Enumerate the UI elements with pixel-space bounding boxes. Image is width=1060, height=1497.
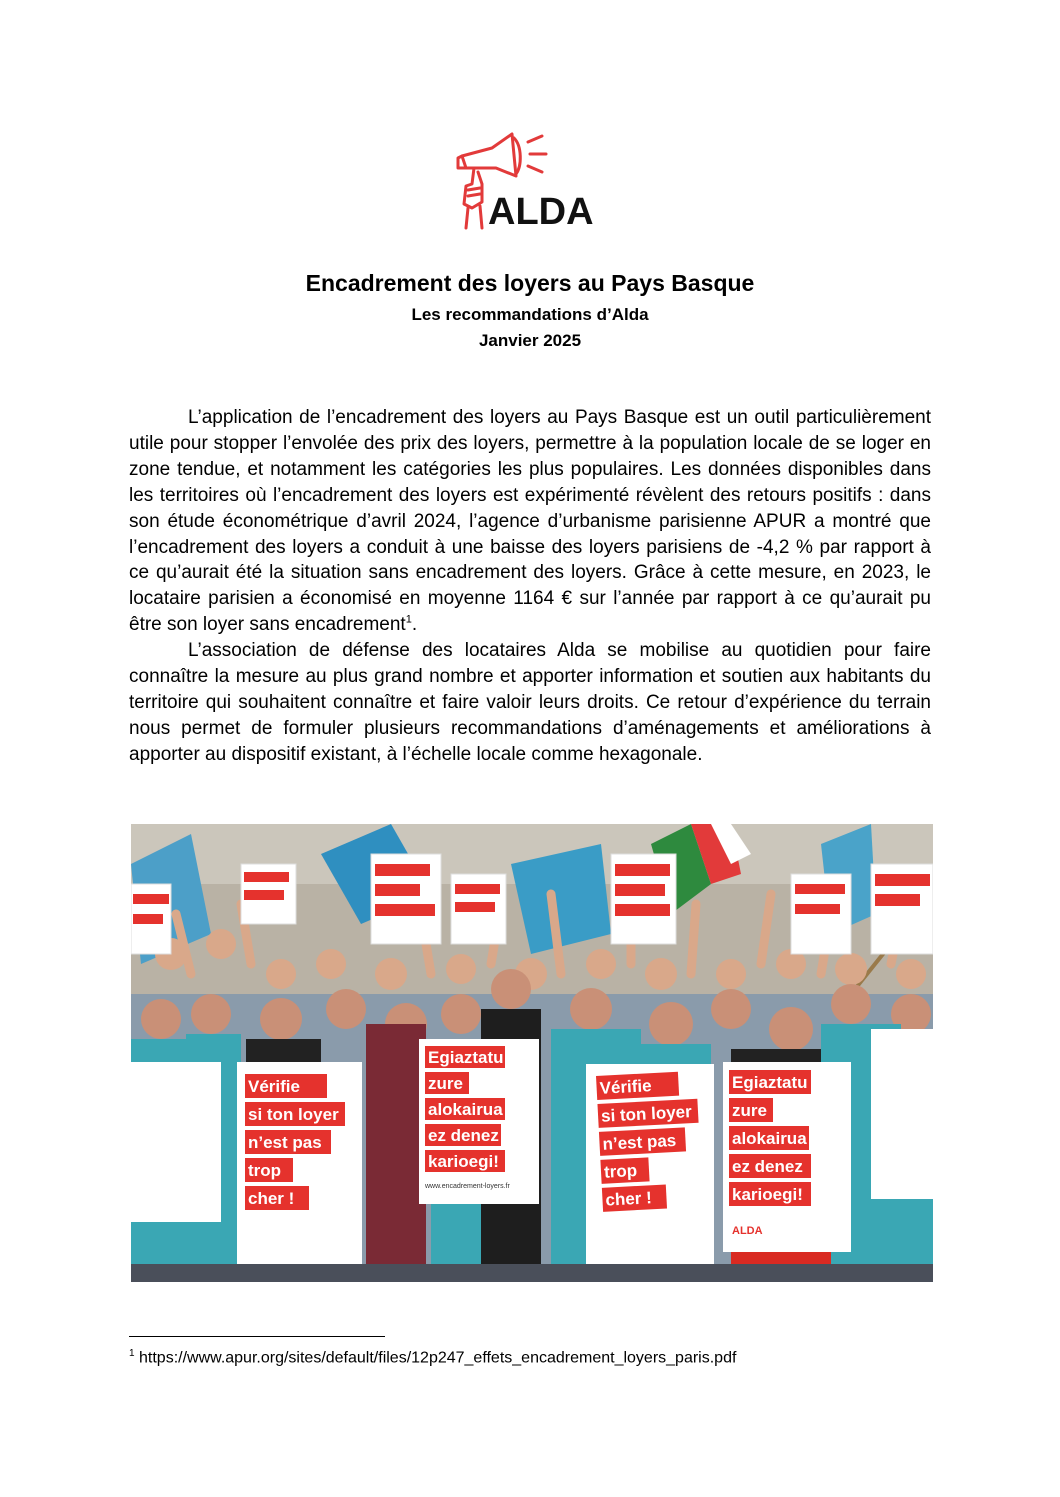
paragraph-2: L’association de défense des locataires Alda se mobilise au quotidien pour faire connaître la mesure au plus grand nombre et apporter information et soutien aux habitants du territoire qui souhaitent connaître et faire valoir leurs droits. Ce retour d’expérience du terrain nous permet de formuler plusieurs recommandations d’aménagements et améliorations à apporter au dispositif existant, à l’échelle locale comme hexagonale. [129,640,931,765]
sign-fr-line-2: si ton loyer [248,1105,339,1124]
logo-text: ALDA [488,191,594,232]
footnote [129,1348,736,1367]
sign-2-logo: ALDA [732,1225,763,1237]
protest-photo [131,824,933,1282]
sign-eu-2-line-4: ez denez [732,1157,803,1176]
sign-fr-2-line-5: cher ! [605,1188,653,1210]
footnote-ref[interactable]: 1 [405,613,412,626]
alda-logo [452,128,597,232]
footnote-separator [129,1336,385,1337]
sign-fr-line-5: cher ! [248,1189,295,1208]
sign-eu-line-5: karioegi! [428,1152,499,1171]
sign-eu-line-3: alokairua [428,1100,503,1119]
document-date: Janvier 2025 [478,331,582,350]
sign-eu-line-4: ez denez [428,1126,499,1145]
paragraph-1-text: L’application de l’encadrement des loyers au Pays Basque est un outil particulièrement utile pour stopper l’envolée des prix des loyers, permettre à la population locale de se loger en zone tendue, et notamment les catégories les plus populaires. Les données disponibles dans les territoires où l’encadrement des loyers est expérimenté révèlent des retours positifs : dans son étude économétrique d’avril 2024, l’agence d’urbanisme parisienne APUR a montré que l’encadrement des loyers a conduit à une baisse des loyers parisiens de -4,2 % par rapport à ce qu’aurait été la situation sans encadrement des loyers. Grâce à cette mesure, en 2023, le locataire parisien a économisé en moyenne 1164 € sur l’année par rapport à ce qu’aurait pu être son loyer sans encadrement [129,407,931,636]
paragraph-1-end: . [411,614,418,636]
sign-eu-2-line-1: Egiaztatu [732,1073,808,1092]
sign-fr-line-3: n’est pas [248,1133,322,1152]
document-body [129,405,931,768]
sign-eu-2-line-2: zure [732,1101,767,1120]
sign-fr-2-line-1: Vérifie [599,1076,653,1098]
sign-eu-line-2: zure [428,1074,463,1093]
footnote-number: 1 [129,1348,135,1359]
sign-fr-2-line-2: si ton loyer [600,1102,693,1126]
sign-eu-2-line-5: karioegi! [732,1185,803,1204]
sign-eu-2-line-3: alokairua [732,1129,807,1148]
sign-fr-line-1: Vérifie [248,1077,300,1096]
paragraph-1 [129,405,931,638]
document-subtitle: Les recommandations d’Alda [411,305,649,324]
document-title: Encadrement des loyers au Pays Basque [305,270,755,296]
sign-fr-2-line-4: trop [603,1160,638,1182]
sign-fr-2-line-3: n’est pas [602,1130,677,1154]
footnote-link[interactable]: https://www.apur.org/sites/default/files/12p247_effets_encadrement_loyers_paris.pdf [134,1349,737,1367]
sign-url: www.encadrement-loyers.fr [425,1183,510,1190]
sign-fr-line-4: trop [248,1161,282,1180]
sign-eu-line-1: Egiaztatu [428,1048,504,1067]
